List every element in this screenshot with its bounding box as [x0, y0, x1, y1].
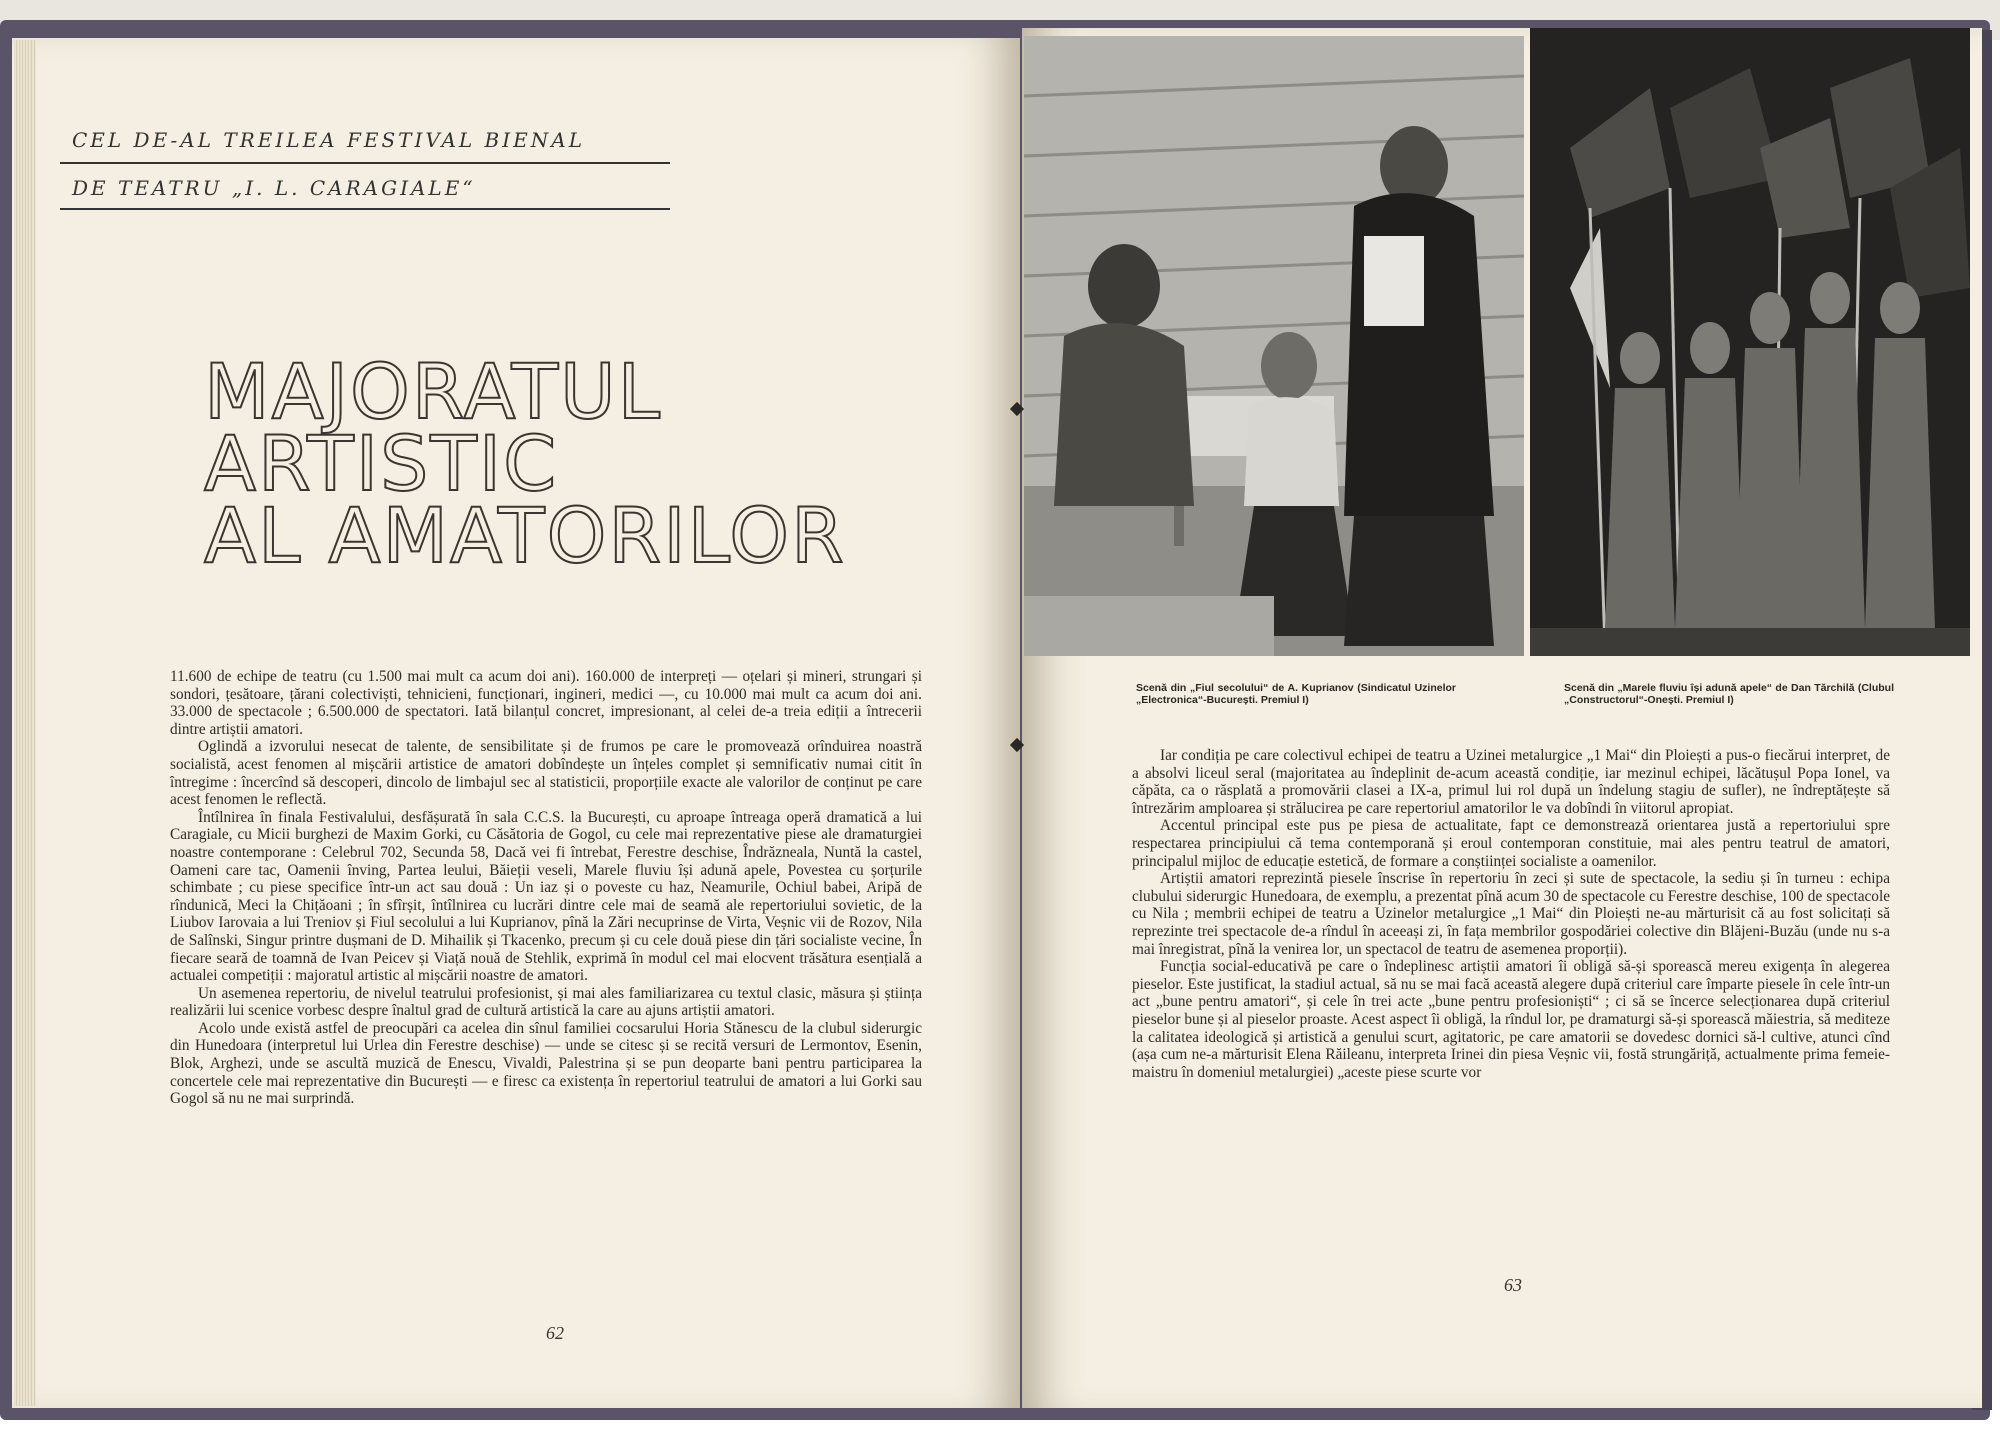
article-headline	[204, 347, 1004, 580]
body-paragraph: Acolo unde există astfel de preocupări ca acelea din sînul familiei cocsarului Horia Stănescu de la clubul siderurgic din Hunedoara (interpretul lui Urlea din Ferestre deschise) — unde se citesc și se recită versuri de Lermontov, Esenin, Blok, Arghezi, unde se ascultă muzică de Enescu, Vivaldi, Palestrina și se pun deoparte bani pentru participarea la concertele cele mai reprezentative din București — e firesc ca existența în repertoriul teatrului de amatori a lui Gorki sau Gogol să nu ne mai surprindă.	[170, 1019, 922, 1108]
kicker-rule-top	[60, 162, 670, 164]
page-block-edge	[14, 40, 36, 1406]
body-paragraph: Accentul principal este pus pe piesa de actualitate, fapt ce demonstrează orientarea justă a repertoriului spre respectarea principiului că tema contemporană și eroul contemporan constituie, mai ales pentru teatrul de amatori, principalul mijloc de educație estetică, de formare a conștiinței socialiste a oamenilor.	[1132, 817, 1890, 870]
headline-line-2: ARTISTIC	[204, 419, 559, 508]
festival-kicker-line1: CEL DE-AL TREILEA FESTIVAL BIENAL	[72, 128, 585, 152]
body-paragraph: 11.600 de echipe de teatru (cu 1.500 mai mult ca acum doi ani). 160.000 de interpreți — oțelari și mineri, strungari și sondori, țesătoare, țărani colectiviști, tehnicieni, funcționari, ingineri, medici —, cu 10.000 mai mult ca acum doi ani. 33.000 de spectacole ; 6.500.000 de spectatori. Iată bilanțul concret, impresionant, al celei de-a treia ediții a întrecerii dintre artiștii amatori.	[170, 668, 922, 738]
body-paragraph: Un asemenea repertoriu, de nivelul teatrului profesionist, și mai ales familiarizarea cu textul clasic, măsura și știința realizării lui scenice vorbesc despre înaltul grad de cultură artistică la care au ajuns artiștii amatori.	[170, 984, 922, 1020]
stage-photo-2-drawing	[1530, 28, 1970, 656]
stage-photo-marele-fluviu	[1530, 28, 1970, 656]
body-paragraph: Artiștii amatori reprezintă piesele înscrise în repertoriu în zeci și sute de spectacole, la sediu și în turneu : echipa clubului siderurgic Hunedoara, de exemplu, a prezentat pînă acum 30 de spectacole cu Ferestre deschise, 100 de spectacole cu Nila ; membrii echipei de teatru a Uzinelor metalurgice „1 Mai“ din Ploiești ne-au mărturisit că au fost solicitați să reprezinte trei spectacole de-a rîndul în aceeași zi, în fața membrilor gospodăriei colective din Blăjeni-Buzău (unde nu s-a mai înregistrat, pînă la venirea lor, un spectacol de teatru de asemenea proporții).	[1132, 870, 1890, 958]
body-paragraph: Oglindă a izvorului nesecat de talente, de sensibilitate și de frumos pe care le promovează orînduirea noastră socialistă, acest fenomen al mișcării artistice de amatori dobîndește un înțeles complet și semnificativ numai citit în întregime : încercînd să descoperi, dincolo de limbajul sec al statisticii, proporțiile exacte ale valorilor de conținut pe care acest fenomen le reflectă.	[170, 738, 922, 809]
body-paragraph: Întîlnirea în finala Festivalului, desfășurată în sala C.C.S. la București, cu aproape întreaga operă dramatică a lui Caragiale, cu Micii burghezi de Maxim Gorki, cu Căsătoria de Gogol, cu cele mai reprezentative piese ale dramaturgiei noastre contemporane : Celebrul 702, Secunda 58, Dacă vei fi întrebat, Ferestre deschise, Îndrăzneala, Nuntă la castel, Oameni care tac, Oamenii înving, Partea leului, Băieții veseli, Marele fluviu își adună apele, Povestea cu șorțurile schimbate ; cu piese specifice într-un act sau două : Un iaz și o poveste cu haz, Neamurile, Ochiul babei, Aripă de rîndunică, Meci la Chițăoani ; în sfîrșit, întîlnirea cu lucrări dintre cele mai de seamă ale repertoriului sovietic, de la Liubov Iarovaia a lui Treniov și Fiul secolului a lui Kuprianov, pînă la Zări necuprinse de Virta, Veșnic vii de Rozov, Nila de Salînski, Singur printre dușmani de D. Mihailik și Tkacenko, precum și cu cele două piese din țări socialiste vecine, În fiecare seară de toamnă de Ivan Peicev și Viață nouă de Stehlik, exprimă în modul cel mai elocvent trăsătura esențială a actualei competiții : majoratul artistic al mișcării noastre de amatori.	[170, 808, 922, 985]
left-page	[12, 38, 1020, 1408]
festival-kicker-line2: DE TEATRU „I. L. CARAGIALE“	[72, 176, 476, 200]
stage-photo-fiul-secolului	[1024, 36, 1524, 656]
photo-caption-2: Scenă din „Marele fluviu își adună apele“ de Dan Tărchilă (Clubul „Constructorul“-Onești. Premiul I)	[1564, 682, 1894, 706]
headline-line-1: MAJORATUL	[204, 347, 663, 436]
body-paragraph: Iar condiția pe care colectivul echipei de teatru a Uzinei metalurgice „1 Mai“ din Ploiești a pus-o fiecărui interpret, de a absolvi liceul seral (majoritatea au îndeplinit de-acum această condiție, iar mezinul echipei, lăcătușul Popa Ionel, va căpăta, ca o răsplată a promovării clasei a IX-a, primul lui rol după un îndelung stagiu de sufler), ne îndreptățește să întrezărim amploarea și strălucirea pe care repertoriul amatorilor le va dobîndi în viitorul apropiat.	[1132, 747, 1890, 817]
photo-caption-1: Scenă din „Fiul secolului“ de A. Kuprianov (Sindicatul Uzinelor „Electronica“-București. Premiul I)	[1136, 682, 1456, 706]
headline-line-3: AL AMATORILOR	[204, 491, 846, 580]
page-number-left: 62	[546, 1323, 564, 1343]
right-body-column	[1132, 747, 1890, 1081]
page-number-right: 63	[1504, 1275, 1522, 1295]
body-paragraph: Funcția social-educativă pe care o îndeplinesc artiștii amatori îi obligă să-și sporească mereu exigența în alegerea pieselor. Este justificat, la stadiul actual, să nu se mai facă această alegere după criteriul care împarte piesele în cele într-un act „bune pentru amatori“, și cele în trei acte „bune pentru profesioniști“ ; ci să se încerce selecționarea după criteriul pieselor bune și al pieselor proaste. Acest aspect îi obligă, la rîndul lor, pe dramaturgi să-și sporească măiestria, să mediteze la calitatea ideologică și artistică a genului scurt, agitatoric, pe care amatorii se dovedesc dornici să-l cultive, atunci cînd (așa cum ne-a mărturisit Elena Răileanu, interpreta Irinei din piesa Veșnic vii, fostă strungăriță, actualmente prima femeie-maistru în domeniul metalurgiei) „aceste piese scurte vor	[1132, 958, 1890, 1081]
stage-photo-1-drawing	[1024, 36, 1524, 656]
kicker-rule-bottom	[60, 208, 670, 210]
left-body-column	[170, 668, 922, 1108]
